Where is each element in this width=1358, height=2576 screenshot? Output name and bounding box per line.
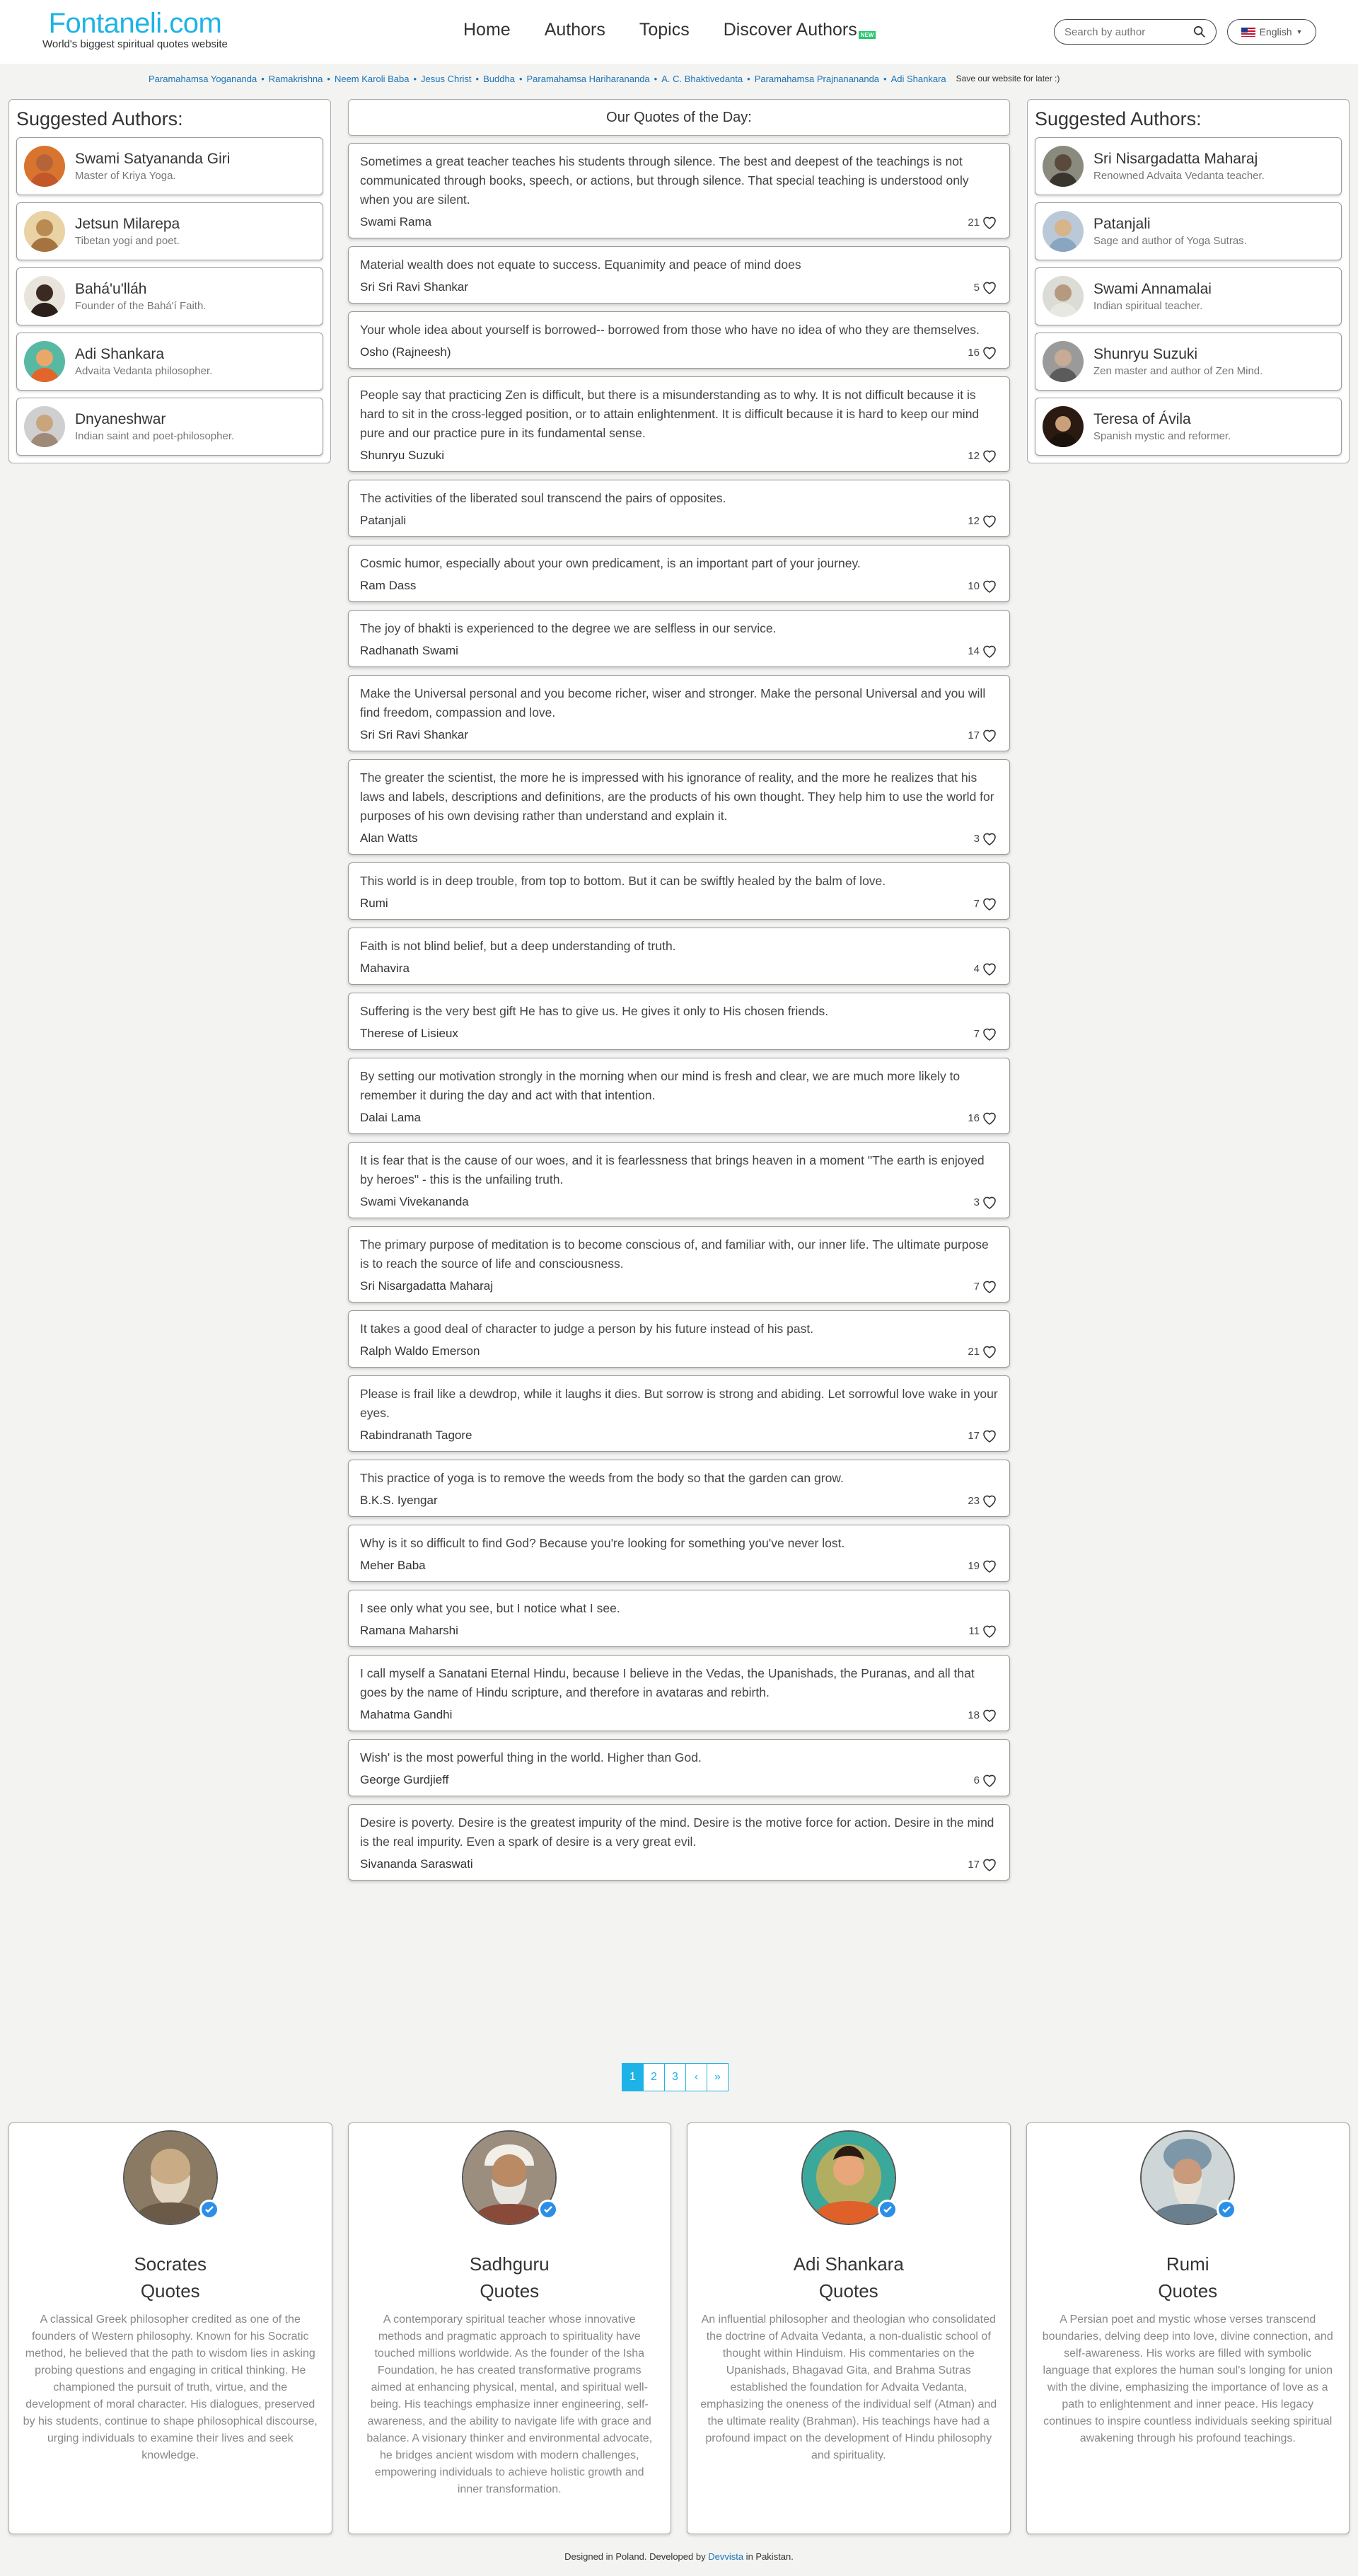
quote-text: It takes a good deal of character to judge a person by his future instead of his past. — [360, 1322, 814, 1336]
like-button[interactable] — [968, 1427, 998, 1444]
quote-text: By setting our motivation strongly in the morning when our mind is fresh and clear, we are much more likely to remember it during the day and act with that intention. — [360, 1069, 961, 1102]
like-count: 7 — [973, 1027, 980, 1040]
page-1[interactable]: 1 — [622, 2063, 644, 2091]
right-suggested-authors — [1027, 99, 1350, 463]
quote-footer — [360, 642, 998, 659]
author-card[interactable] — [1035, 202, 1342, 260]
verified-check-icon — [199, 2200, 219, 2219]
quote-card[interactable] — [348, 376, 1010, 472]
separator-dot: • — [883, 73, 887, 84]
page-next[interactable]: » — [707, 2063, 729, 2091]
quote-footer — [360, 447, 998, 464]
author-card[interactable] — [16, 333, 323, 391]
featured-name — [794, 2251, 904, 2304]
nav-discover-authors-label: Discover Authors — [723, 20, 857, 40]
quote-card[interactable] — [348, 1525, 1010, 1582]
quote-author[interactable]: Dalai Lama — [360, 1111, 421, 1124]
heart-icon — [981, 1557, 998, 1574]
site-footer — [0, 2551, 1358, 2562]
quote-card[interactable] — [348, 610, 1010, 667]
quote-card[interactable] — [348, 1804, 1010, 1881]
quote-author[interactable]: Meher Baba — [360, 1559, 426, 1572]
footer-pre: Designed in Poland. Developed by — [564, 2551, 709, 2562]
author-avatar — [1043, 406, 1084, 447]
quote-text: Why is it so difficult to find God? Because you're looking for something you've never lost. — [360, 1536, 845, 1550]
featured-label: Quotes — [140, 2280, 200, 2301]
quote-footer — [360, 1557, 998, 1574]
page-2[interactable]: 2 — [643, 2063, 665, 2091]
quote-author[interactable]: Mahavira — [360, 961, 410, 975]
featured-desc: A Persian poet and mystic whose verses transcend boundaries, delving deep into love, divine connection, and self-awareness. His works are filled with symbolic language that explores the human soul's longing for union with the divine, emphasizing the importance of love as a path to enlightenment and inner peace. His legacy continues to inspire countless individuals seeking spiritual awakening through his profound teachings. — [1042, 2314, 1333, 2444]
like-button[interactable] — [974, 279, 998, 296]
heart-icon — [981, 1427, 998, 1444]
author-card[interactable] — [16, 267, 323, 325]
like-button[interactable] — [974, 830, 998, 847]
featured-avatar — [462, 2130, 557, 2225]
heart-icon — [981, 1109, 998, 1126]
like-button[interactable] — [968, 1109, 998, 1126]
author-avatar — [1043, 211, 1084, 252]
heart-icon — [981, 344, 998, 361]
quote-card[interactable] — [348, 1226, 1010, 1303]
quote-text: Desire is poverty. Desire is the greatest impurity of the mind. Desire is the motive force for action. Desire in the mind is the real impurity. Even a spark of desire is a very great evil. — [360, 1815, 994, 1849]
like-button[interactable] — [968, 1856, 998, 1873]
quote-text: Faith is not blind belief, but a deep understanding of truth. — [360, 939, 676, 953]
quote-footer — [360, 1492, 998, 1509]
author-desc: Indian saint and poet-philosopher. — [75, 430, 235, 442]
author-avatar — [24, 341, 65, 382]
author-name: Adi Shankara — [75, 346, 165, 362]
like-button[interactable] — [968, 642, 998, 659]
separator-dot: • — [518, 73, 523, 84]
like-button[interactable] — [968, 727, 998, 744]
search-icon[interactable] — [1193, 25, 1206, 38]
author-card[interactable] — [16, 398, 323, 456]
quote-card[interactable] — [348, 311, 1010, 369]
quote-card[interactable] — [348, 1739, 1010, 1796]
featured-avatar — [801, 2130, 896, 2225]
quote-text: Material wealth does not equate to success. Equanimity and peace of mind does — [360, 258, 801, 272]
author-name: Sri Nisargadatta Maharaj — [1093, 151, 1258, 167]
language-select[interactable] — [1227, 19, 1316, 45]
quote-card[interactable] — [348, 1310, 1010, 1368]
author-name: Shunryu Suzuki — [1093, 346, 1198, 362]
like-button[interactable] — [968, 1622, 998, 1639]
quote-footer — [360, 960, 998, 977]
like-count: 18 — [968, 1709, 980, 1721]
like-count: 5 — [973, 281, 980, 294]
featured-name — [470, 2251, 550, 2304]
quote-card[interactable] — [348, 928, 1010, 985]
like-count: 17 — [968, 1429, 980, 1442]
like-button[interactable] — [974, 1025, 998, 1042]
link-author[interactable]: Adi Shankara — [890, 73, 946, 84]
separator-dot: • — [327, 73, 330, 84]
quote-footer — [360, 1856, 998, 1873]
quote-text: The joy of bhakti is experienced to the degree we are selfless in our service. — [360, 621, 777, 635]
quote-footer — [360, 577, 998, 594]
like-button[interactable] — [968, 447, 998, 464]
featured-desc: A contemporary spiritual teacher whose innovative methods and pragmatic approach to spirituality have touched millions worldwide. As the founder of the Isha Foundation, he has created transformative programs aimed at enhancing physical, mental, and spiritual well-being. His teachings emphasize inner engineering, self-awareness, and the ability to navigate life with grace and balance. A visionary thinker and environmental advocate, he bridges ancient wisdom with modern challenges, empowering individuals to achieve holistic growth and inner transformation. — [366, 2314, 653, 2495]
heart-icon — [981, 1194, 998, 1211]
author-name: Bahá'u'lláh — [75, 281, 147, 297]
nav-discover-authors[interactable] — [724, 20, 876, 40]
nav-topics[interactable]: Topics — [639, 20, 690, 40]
featured-author-card[interactable] — [348, 2122, 672, 2534]
quote-footer — [360, 1427, 998, 1444]
author-card[interactable] — [1035, 398, 1342, 456]
quotes-of-the-day — [348, 99, 1010, 1888]
author-name: Swami Annamalai — [1093, 281, 1212, 297]
like-count: 4 — [973, 962, 980, 975]
like-count: 3 — [973, 1196, 980, 1208]
quote-footer — [360, 830, 998, 847]
heart-icon — [981, 1492, 998, 1509]
heart-icon — [981, 1856, 998, 1873]
quote-card[interactable] — [348, 545, 1010, 602]
quote-author[interactable]: Mahatma Gandhi — [360, 1708, 453, 1721]
sidebar-title: Suggested Authors: — [16, 108, 183, 129]
heart-icon — [981, 1706, 998, 1723]
verified-check-icon — [878, 2200, 898, 2219]
quote-author[interactable]: Alan Watts — [360, 831, 418, 845]
quote-text: The primary purpose of meditation is to become conscious of, and familiar with, our inner life. The ultimate purpose is to reach the source of life and consciousness. — [360, 1237, 989, 1271]
separator-dot: • — [413, 73, 417, 84]
like-button[interactable] — [974, 1278, 998, 1295]
quote-author[interactable]: Sri Nisargadatta Maharaj — [360, 1279, 494, 1293]
link-author[interactable]: Neem Karoli Baba — [334, 73, 410, 84]
quote-card[interactable] — [348, 675, 1010, 751]
featured-author-card[interactable] — [1026, 2122, 1350, 2534]
quote-author[interactable]: Rumi — [360, 896, 388, 910]
like-button[interactable] — [968, 577, 998, 594]
heart-icon — [981, 214, 998, 231]
link-author[interactable]: A. C. Bhaktivedanta — [661, 73, 743, 84]
nav-authors[interactable]: Authors — [544, 20, 605, 40]
quotes-header: Our Quotes of the Day: — [348, 99, 1010, 136]
verified-check-icon — [538, 2200, 558, 2219]
quote-card[interactable] — [348, 759, 1010, 855]
quote-footer — [360, 1622, 998, 1639]
quote-text: Suffering is the very best gift He has to give us. He gives it only to His chosen friends. — [360, 1004, 829, 1018]
quote-footer — [360, 1278, 998, 1295]
author-avatar — [24, 406, 65, 447]
author-desc: Spanish mystic and reformer. — [1093, 430, 1231, 442]
link-author[interactable]: Buddha — [483, 73, 515, 84]
quote-footer — [360, 279, 998, 296]
like-count: 21 — [968, 216, 980, 229]
author-avatar — [24, 146, 65, 187]
like-button[interactable] — [968, 344, 998, 361]
like-button[interactable] — [974, 960, 998, 977]
author-name: Jetsun Milarepa — [75, 216, 180, 232]
featured-desc: An influential philosopher and theologian who consolidated the doctrine of Advaita Vedanta, a non-dualistic school of thought within Hinduism. His commentaries on the Upanishads, Bhagavad Gita, and Brahma Sutras established the foundation for Advaita Vedanta, emphasizing the oneness of the individual self (Atman) and the ultimate reality (Brahman). His teachings have had a profound impact on the development of Hindu philosophy and spirituality. — [700, 2314, 997, 2461]
quote-text: Please is frail like a dewdrop, while it laughs it dies. But sorrow is strong and abiding. Let sorrowful love wake in your eyes. — [360, 1387, 998, 1420]
like-count: 17 — [968, 1858, 980, 1871]
quote-author[interactable]: Sri Sri Ravi Shankar — [360, 280, 469, 294]
quote-card[interactable] — [348, 1375, 1010, 1452]
featured-author-card[interactable] — [8, 2122, 332, 2534]
like-count: 12 — [968, 449, 980, 462]
separator-dot: • — [747, 73, 750, 84]
quote-footer — [360, 1343, 998, 1360]
quote-footer — [360, 727, 998, 744]
quote-author[interactable]: Sri Sri Ravi Shankar — [360, 728, 469, 741]
like-button[interactable] — [974, 1772, 998, 1789]
link-author[interactable]: Jesus Christ — [421, 73, 472, 84]
author-card[interactable] — [1035, 137, 1342, 195]
link-author[interactable]: Paramahamsa Hariharananda — [526, 73, 650, 84]
heart-icon — [981, 1343, 998, 1360]
nav-home[interactable]: Home — [463, 20, 511, 40]
us-flag-icon — [1241, 28, 1255, 37]
like-button[interactable] — [968, 214, 998, 231]
like-count: 12 — [968, 514, 980, 527]
link-author[interactable]: Paramahamsa Prajnanananda — [754, 73, 880, 84]
author-desc: Master of Kriya Yoga. — [75, 170, 176, 182]
quote-text: Your whole idea about yourself is borrowed-- borrowed from those who have no idea of who they are themselves. — [360, 323, 980, 337]
author-desc: Tibetan yogi and poet. — [75, 235, 180, 247]
featured-name-text: Rumi — [1166, 2253, 1209, 2275]
author-desc: Zen master and author of Zen Mind. — [1093, 365, 1263, 377]
featured-name — [134, 2251, 207, 2304]
quote-footer — [360, 1109, 998, 1126]
main-nav — [463, 20, 876, 40]
site-header — [0, 0, 1358, 64]
quote-author[interactable]: Osho (Rajneesh) — [360, 345, 451, 359]
quote-text: This world is in deep trouble, from top to bottom. But it can be swiftly healed by the balm of love. — [360, 874, 886, 888]
verified-check-icon — [1217, 2200, 1236, 2219]
heart-icon — [981, 1278, 998, 1295]
quote-footer — [360, 895, 998, 912]
quote-author[interactable]: Radhanath Swami — [360, 644, 458, 657]
quote-text: Wish' is the most powerful thing in the world. Higher than God. — [360, 1750, 702, 1764]
author-desc: Sage and author of Yoga Sutras. — [1093, 235, 1247, 247]
author-desc: Founder of the Bahá'í Faith. — [75, 300, 207, 312]
like-count: 16 — [968, 346, 980, 359]
quote-footer — [360, 1194, 998, 1211]
featured-label: Quotes — [818, 2280, 878, 2301]
quote-footer — [360, 512, 998, 529]
like-button[interactable] — [968, 1706, 998, 1723]
quote-author[interactable]: Ramana Maharshi — [360, 1624, 458, 1637]
quote-footer — [360, 1706, 998, 1723]
language-label: English — [1259, 26, 1292, 37]
quote-card[interactable] — [348, 143, 1010, 238]
author-name: Dnyaneshwar — [75, 411, 166, 427]
author-desc: Indian spiritual teacher. — [1093, 300, 1203, 312]
save-note: Save our website for later :) — [956, 74, 1060, 83]
like-button[interactable] — [968, 512, 998, 529]
like-count: 6 — [973, 1774, 980, 1786]
like-count: 7 — [973, 897, 980, 910]
heart-icon — [981, 1025, 998, 1042]
author-name: Swami Satyananda Giri — [75, 151, 231, 167]
quote-author[interactable]: Shunryu Suzuki — [360, 449, 445, 462]
heart-icon — [981, 512, 998, 529]
left-suggested-authors — [8, 99, 331, 463]
quote-text: I call myself a Sanatani Eternal Hindu, because I believe in the Vedas, the Upanishads, the Puranas, and all that goes by the name of Hindu scripture, and therefore in avataras and rebirth. — [360, 1666, 975, 1699]
quote-card[interactable] — [348, 993, 1010, 1050]
author-desc: Renowned Advaita Vedanta teacher. — [1093, 170, 1265, 182]
quote-text: It is fear that is the cause of our woes, and it is fearlessness that brings heaven in a moment "The earth is enjoyed by heroes" - this is the unfailing truth. — [360, 1153, 985, 1186]
quote-card[interactable] — [348, 1142, 1010, 1218]
like-count: 7 — [973, 1280, 980, 1293]
logo-title: Fontaneli.com — [48, 8, 222, 39]
popular-authors-bar — [0, 68, 1358, 89]
like-count: 3 — [973, 832, 980, 845]
search-input[interactable] — [1064, 26, 1193, 38]
search-box — [1054, 19, 1217, 45]
quote-text: Sometimes a great teacher teaches his students through silence. The best and deepest of the teachings is not communicated through books, speech, or actions, but through silence. That special teaching is understood only when you are silent. — [360, 154, 969, 207]
featured-author-card[interactable] — [687, 2122, 1011, 2534]
featured-name-text: Socrates — [134, 2253, 207, 2275]
quote-author[interactable]: Therese of Lisieux — [360, 1027, 458, 1040]
featured-name-text: Sadhguru — [469, 2253, 550, 2275]
quote-author[interactable]: Swami Rama — [360, 215, 432, 229]
featured-desc: A classical Greek philosopher credited as one of the founders of Western philosophy. Known for his Socratic method, he believed that the path to wisdom lies in asking probing questions and engaging in critical thinking. He championed the pursuit of truth, virtue, and the development of moral character. His dialogues, preserved by his students, continue to shape philosophical discourse, urging individuals to examine their lives and seek knowledge. — [23, 2314, 318, 2461]
like-button[interactable] — [968, 1343, 998, 1360]
logo-tagline: World's biggest spiritual quotes website — [42, 38, 228, 50]
page-3[interactable]: 3 — [664, 2063, 686, 2091]
quote-text: Cosmic humor, especially about your own predicament, is an important part of your journey. — [360, 556, 861, 570]
quote-author[interactable]: Ram Dass — [360, 579, 417, 592]
author-card[interactable] — [1035, 333, 1342, 391]
like-button[interactable] — [974, 1194, 998, 1211]
author-card[interactable] — [16, 202, 323, 260]
separator-dot: • — [261, 73, 265, 84]
quote-list — [348, 143, 1010, 1881]
page-prev[interactable]: ‹ — [685, 2063, 707, 2091]
featured-label: Quotes — [1158, 2280, 1218, 2301]
quote-text: The greater the scientist, the more he is impressed with his ignorance of reality, and the more he realizes that his laws and labels, descriptions and definitions, are the products of his own thought. They help him to use the world for purposes of his own devising rather than understand and explain it. — [360, 770, 994, 823]
quote-card[interactable] — [348, 862, 1010, 920]
featured-avatar — [123, 2130, 218, 2225]
quote-author[interactable]: Rabindranath Tagore — [360, 1428, 472, 1442]
separator-dot: • — [475, 73, 480, 84]
link-author[interactable]: Ramakrishna — [268, 73, 323, 84]
quote-author[interactable]: Swami Vivekananda — [360, 1195, 469, 1208]
author-avatar — [1043, 146, 1084, 187]
heart-icon — [981, 447, 998, 464]
heart-icon — [981, 1772, 998, 1789]
like-count: 14 — [968, 645, 980, 657]
quote-author[interactable]: B.K.S. Iyengar — [360, 1494, 438, 1507]
like-count: 21 — [968, 1345, 980, 1358]
sidebar-title: Suggested Authors: — [1035, 108, 1202, 129]
quote-footer — [360, 1025, 998, 1042]
quote-text: The activities of the liberated soul transcend the pairs of opposites. — [360, 491, 726, 505]
separator-dot: • — [654, 73, 658, 84]
quote-author[interactable]: Patanjali — [360, 514, 407, 527]
featured-name-text: Adi Shankara — [793, 2253, 904, 2275]
author-avatar — [24, 276, 65, 317]
like-button[interactable] — [968, 1557, 998, 1574]
quote-author[interactable]: Ralph Waldo Emerson — [360, 1344, 480, 1358]
quote-card[interactable] — [348, 1590, 1010, 1647]
quote-card[interactable] — [348, 1655, 1010, 1731]
caret-down-icon: ▼ — [1296, 28, 1303, 35]
quote-text: I see only what you see, but I notice what I see. — [360, 1601, 620, 1615]
featured-label: Quotes — [480, 2280, 540, 2301]
like-count: 19 — [968, 1559, 980, 1572]
link-author[interactable]: Paramahamsa Yogananda — [149, 73, 257, 84]
like-count: 17 — [968, 729, 980, 741]
footer-post: in Pakistan. — [743, 2551, 794, 2562]
footer-dev-link[interactable]: Devvista — [708, 2551, 744, 2562]
quote-card[interactable] — [348, 1058, 1010, 1134]
heart-icon — [981, 577, 998, 594]
quote-footer — [360, 344, 998, 361]
like-count: 11 — [968, 1624, 980, 1637]
heart-icon — [981, 642, 998, 659]
heart-icon — [981, 960, 998, 977]
like-count: 16 — [968, 1111, 980, 1124]
quote-text: Make the Universal personal and you become richer, wiser and stronger. Make the personal Universal and you will find freedom, compassion and love. — [360, 686, 986, 720]
like-button[interactable] — [968, 1492, 998, 1509]
site-logo[interactable] — [42, 8, 228, 50]
pagination — [622, 2063, 729, 2091]
like-count: 23 — [968, 1494, 980, 1507]
featured-name — [1158, 2251, 1217, 2304]
quote-author[interactable]: George Gurdjieff — [360, 1773, 449, 1786]
author-card[interactable] — [1035, 267, 1342, 325]
author-avatar — [1043, 276, 1084, 317]
new-badge: NEW — [859, 31, 876, 39]
featured-authors — [8, 2122, 1350, 2534]
quote-card[interactable] — [348, 480, 1010, 537]
quote-footer — [360, 214, 998, 231]
heart-icon — [981, 727, 998, 744]
author-name: Teresa of Ávila — [1093, 411, 1191, 427]
quote-card[interactable] — [348, 246, 1010, 304]
author-name: Patanjali — [1093, 216, 1151, 232]
author-avatar — [24, 211, 65, 252]
quote-footer — [360, 1772, 998, 1789]
author-card[interactable] — [16, 137, 323, 195]
featured-avatar — [1140, 2130, 1235, 2225]
author-avatar — [1043, 341, 1084, 382]
heart-icon — [981, 279, 998, 296]
author-desc: Advaita Vedanta philosopher. — [75, 365, 213, 377]
heart-icon — [981, 830, 998, 847]
quote-author[interactable]: Sivananda Saraswati — [360, 1857, 473, 1871]
quote-text: This practice of yoga is to remove the weeds from the body so that the garden can grow. — [360, 1471, 844, 1485]
like-count: 10 — [968, 579, 980, 592]
quote-card[interactable] — [348, 1460, 1010, 1517]
heart-icon — [981, 895, 998, 912]
like-button[interactable] — [974, 895, 998, 912]
heart-icon — [981, 1622, 998, 1639]
quote-text: People say that practicing Zen is difficult, but there is a misunderstanding as to why. It is not difficult because it is hard to sit in the cross-legged position, or to attain enlightenment. It is difficult because it is hard to keep our mind pure and our practice pure in its fundamental sense. — [360, 388, 980, 440]
